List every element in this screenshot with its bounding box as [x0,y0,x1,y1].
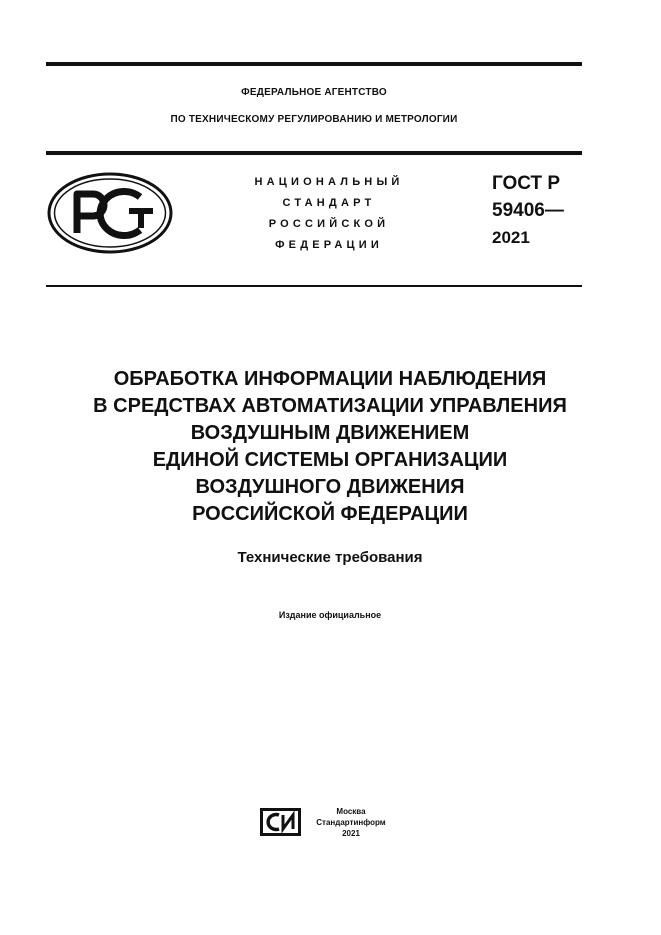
national-standard-line: СТАНДАРТ [282,197,376,209]
title-line: ЕДИНОЙ СИСТЕМЫ ОРГАНИЗАЦИИ [152,449,508,471]
document-subtitle: Технические требования [237,549,423,566]
title-line: В СРЕДСТВАХ АВТОМАТИЗАЦИИ УПРАВЛЕНИЯ [93,395,567,417]
publisher-imprint [306,806,396,839]
designation-number: 59406— [492,200,564,221]
publisher-year: 2021 [342,829,360,838]
title-line: ВОЗДУШНОГО ДВИЖЕНИЯ [195,476,465,498]
national-standard-label [222,172,436,256]
edition-note: Издание официальное [278,610,382,620]
header-bottom-rule [46,285,582,287]
title-line: ОБРАБОТКА ИНФОРМАЦИИ НАБЛЮДЕНИЯ [113,368,547,390]
agency-subtitle: ПО ТЕХНИЧЕСКОМУ РЕГУЛИРОВАНИЮ И МЕТРОЛОГИИ [170,114,458,125]
rst-logo-icon [47,172,173,254]
national-standard-line: РОССИЙСКОЙ [268,218,390,230]
designation-prefix: ГОСТ Р [492,173,561,194]
document-title [46,366,614,528]
top-rule [46,62,582,66]
header-rule [46,151,582,155]
agency-name: ФЕДЕРАЛЬНОЕ АГЕНТСТВО [241,87,387,98]
title-line: ВОЗДУШНЫМ ДВИЖЕНИЕМ [190,422,470,444]
publisher-name: Стандартинформ [316,818,386,827]
publisher-city: Москва [336,807,366,816]
title-line: РОССИЙСКОЙ ФЕДЕРАЦИИ [192,503,468,525]
designation-year: 2021 [492,228,530,247]
standartinform-logo-icon [259,807,302,837]
national-standard-line: НАЦИОНАЛЬНЫЙ [254,176,404,188]
standard-designation [492,170,564,251]
national-standard-line: ФЕДЕРАЦИИ [275,239,383,251]
